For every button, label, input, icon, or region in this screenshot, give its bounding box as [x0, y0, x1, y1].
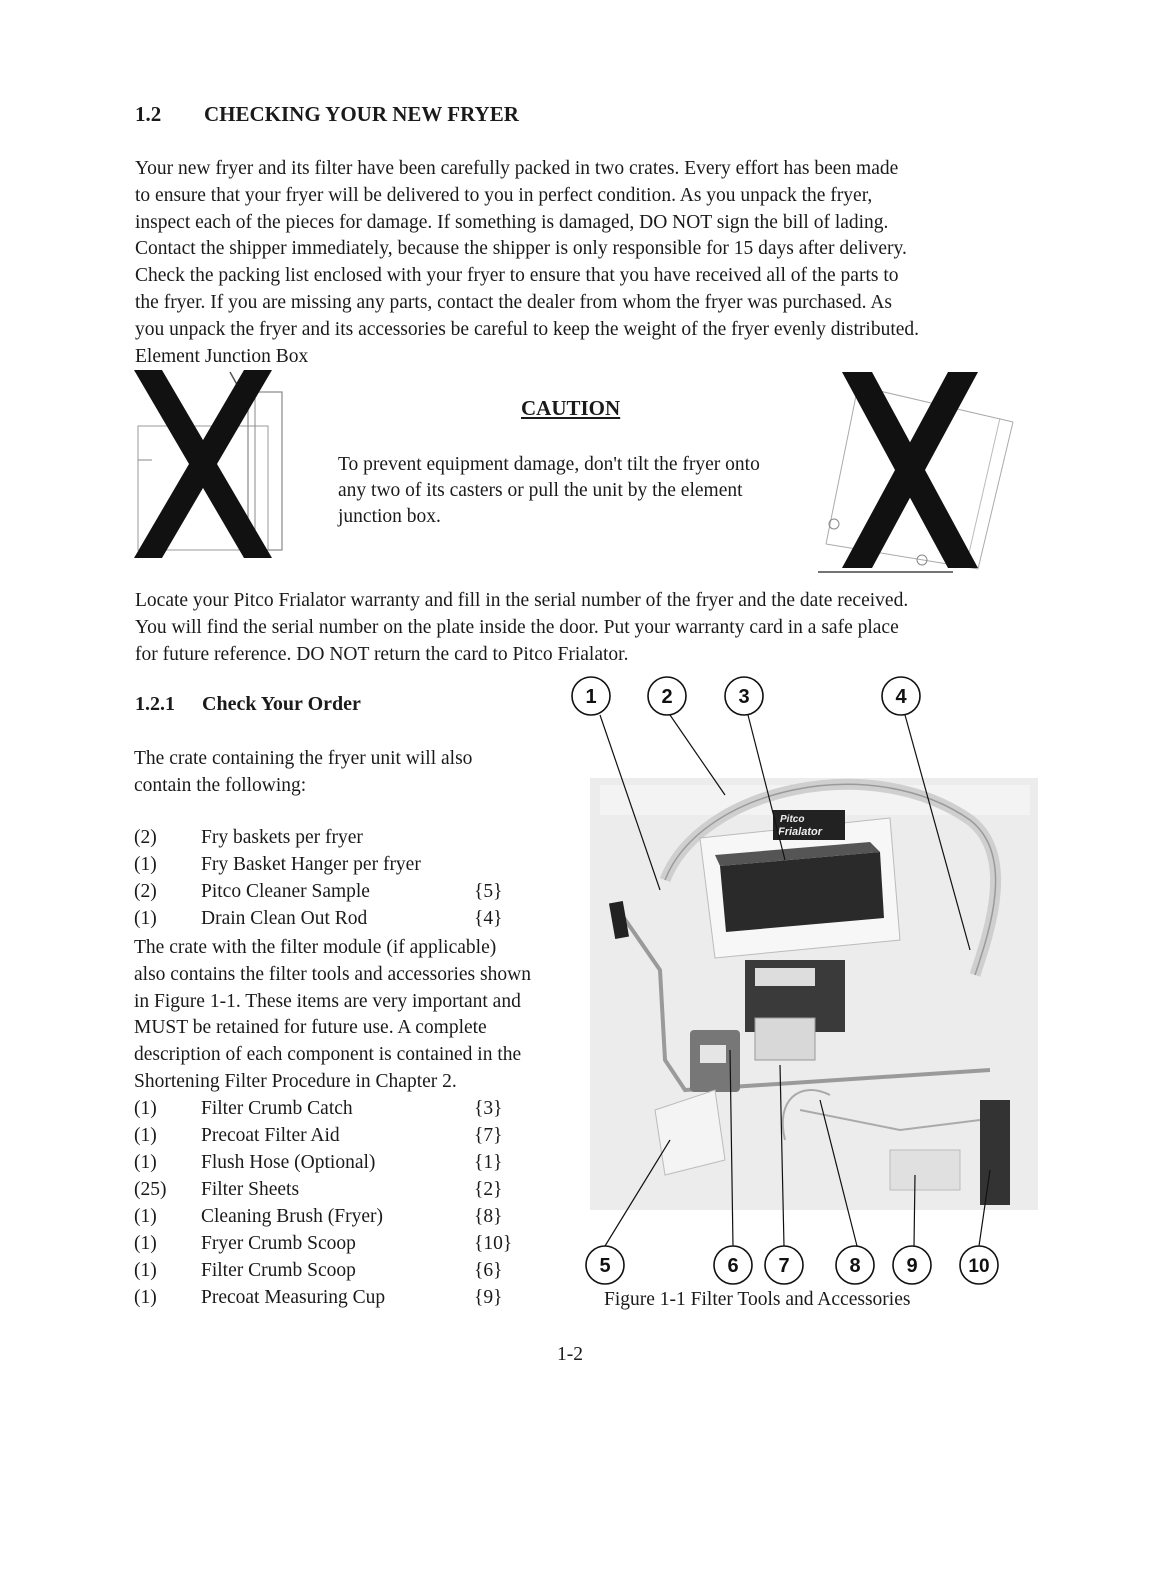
item-ref: {10} [474, 1233, 513, 1254]
item-qty: (1) [134, 1260, 157, 1281]
item-ref: {7} [474, 1125, 503, 1146]
callout-number: 2 [661, 686, 673, 708]
warranty-paragraph [135, 588, 1015, 668]
warranty-line: for future reference. DO NOT return the card to Pitco Frialator. [135, 643, 629, 665]
intro-line: Check the packing list enclosed with your fryer to ensure that you have received all of the parts to [135, 265, 899, 287]
item-qty: (1) [134, 1152, 157, 1173]
item-qty: (2) [134, 827, 157, 848]
callout-9 [893, 1246, 931, 1284]
callout-4 [882, 677, 920, 715]
callout-6 [714, 1246, 752, 1284]
intro-paragraph [135, 156, 1015, 370]
item-ref: {9} [474, 1287, 503, 1308]
callout-5 [586, 1246, 624, 1284]
item-ref: {5} [474, 881, 503, 902]
caution-text [338, 452, 818, 530]
item-qty: (1) [134, 1125, 157, 1146]
subsection-number: 1.2.1 [135, 693, 175, 715]
cleaner-sample-bag [755, 1018, 815, 1060]
caution-line: To prevent equipment damage, don't tilt the fryer onto [338, 454, 760, 475]
item-qty: (1) [134, 1098, 157, 1119]
item-ref: {3} [474, 1098, 503, 1119]
callout-2 [648, 677, 686, 715]
callout-number: 8 [849, 1255, 861, 1277]
item-qty: (25) [134, 1179, 167, 1200]
intro-line: Element Junction Box [135, 345, 309, 367]
callout-number: 3 [738, 686, 750, 708]
callout-10 [960, 1246, 998, 1284]
caution-line: junction box. [338, 506, 441, 527]
item-qty: (1) [134, 1287, 157, 1308]
warranty-line: Locate your Pitco Frialator warranty and fill in the serial number of the fryer and the date received. [135, 590, 909, 611]
crossed-out-fryer-illustration-right [818, 364, 1023, 579]
item-name: Flush Hose (Optional) [201, 1152, 376, 1173]
callout-number: 5 [599, 1255, 611, 1277]
item-name: Cleaning Brush (Fryer) [201, 1206, 383, 1227]
filter-intro-line: description of each component is contained in the [134, 1044, 522, 1066]
item-name: Drain Clean Out Rod [201, 908, 368, 929]
section-heading [135, 102, 519, 127]
page-number: 1-2 [557, 1344, 583, 1365]
filter-intro-line: also contains the filter tools and accessories shown [134, 963, 531, 985]
callout-number: 6 [727, 1255, 739, 1277]
item-ref: {8} [474, 1206, 503, 1227]
filter-intro-paragraph [134, 935, 564, 1096]
intro-line: you unpack the fryer and its accessories be careful to keep the weight of the fryer evenly distributed. [135, 318, 920, 340]
brand-label-line: Pitco [780, 814, 805, 825]
filter-intro-line: MUST be retained for future use. A complete [134, 1017, 487, 1039]
figure-caption: Figure 1-1 Filter Tools and Accessories [604, 1289, 911, 1310]
intro-line: Your new fryer and its filter have been carefully packed in two crates. Every effort has been made [135, 158, 899, 179]
item-name: Fry baskets per fryer [201, 827, 363, 848]
subsection-heading [135, 693, 361, 716]
item-ref: {1} [474, 1152, 503, 1173]
section-number: 1.2 [135, 102, 162, 126]
caution-line: any two of its casters or pull the unit by the element [338, 480, 743, 501]
filter-crumb-scoop [890, 1150, 960, 1190]
subsection-title: Check Your Order [202, 693, 361, 715]
filter-intro-line: in Figure 1-1. These items are very important and [134, 990, 521, 1012]
filter-intro-line: The crate with the filter module (if applicable) [134, 937, 497, 958]
order-intro-line: The crate containing the fryer unit will also [134, 748, 473, 769]
callout-number: 1 [585, 686, 597, 708]
item-name: Filter Crumb Scoop [201, 1260, 356, 1281]
callout-8 [836, 1246, 874, 1284]
callout-number: 4 [895, 686, 907, 708]
item-name: Precoat Filter Aid [201, 1125, 340, 1146]
item-qty: (2) [134, 881, 157, 902]
item-name: Precoat Measuring Cup [201, 1287, 386, 1308]
crumb-catch [720, 852, 884, 932]
intro-line: the fryer. If you are missing any parts, contact the dealer from whom the fryer was purchased. As [135, 291, 892, 313]
item-qty: (1) [134, 1233, 157, 1254]
callout-number: 7 [778, 1255, 790, 1277]
order-intro-line: contain the following: [134, 774, 307, 796]
item-qty: (1) [134, 1206, 157, 1227]
item-qty: (1) [134, 908, 157, 929]
item-ref: {4} [474, 908, 503, 929]
caution-title: CAUTION [521, 396, 621, 420]
item-name: Pitco Cleaner Sample [201, 881, 370, 902]
item-qty: (1) [134, 854, 157, 875]
cleaning-brush [980, 1100, 1010, 1205]
item-ref: {6} [474, 1260, 503, 1281]
intro-line: Contact the shipper immediately, because the shipper is only responsible for 15 days after delivery. [135, 238, 907, 260]
filter-intro-line: Shortening Filter Procedure in Chapter 2. [134, 1070, 457, 1092]
filter-tools-figure [570, 670, 1040, 1290]
item-name: Filter Sheets [201, 1179, 300, 1200]
callout-1 [572, 677, 610, 715]
callout-7 [765, 1246, 803, 1284]
intro-line: to ensure that your fryer will be delivered to you in perfect condition. As you unpack the fryer, [135, 184, 873, 206]
callout-number: 10 [968, 1256, 990, 1277]
intro-line: inspect each of the pieces for damage. If something is damaged, DO NOT sign the bill of lading. [135, 211, 889, 233]
brand-label-line: Frialator [778, 826, 823, 838]
item-name: Fry Basket Hanger per fryer [201, 854, 421, 875]
callout-number: 9 [906, 1255, 918, 1277]
order-intro-paragraph [134, 746, 566, 800]
item-name: Fryer Crumb Scoop [201, 1233, 356, 1254]
item-ref: {2} [474, 1179, 503, 1200]
section-title: CHECKING YOUR NEW FRYER [204, 102, 519, 126]
callout-3 [725, 677, 763, 715]
warranty-line: You will find the serial number on the plate inside the door. Put your warranty card in a safe place [135, 616, 899, 638]
crossed-out-fryer-illustration-left [130, 364, 290, 574]
item-name: Filter Crumb Catch [201, 1098, 353, 1119]
